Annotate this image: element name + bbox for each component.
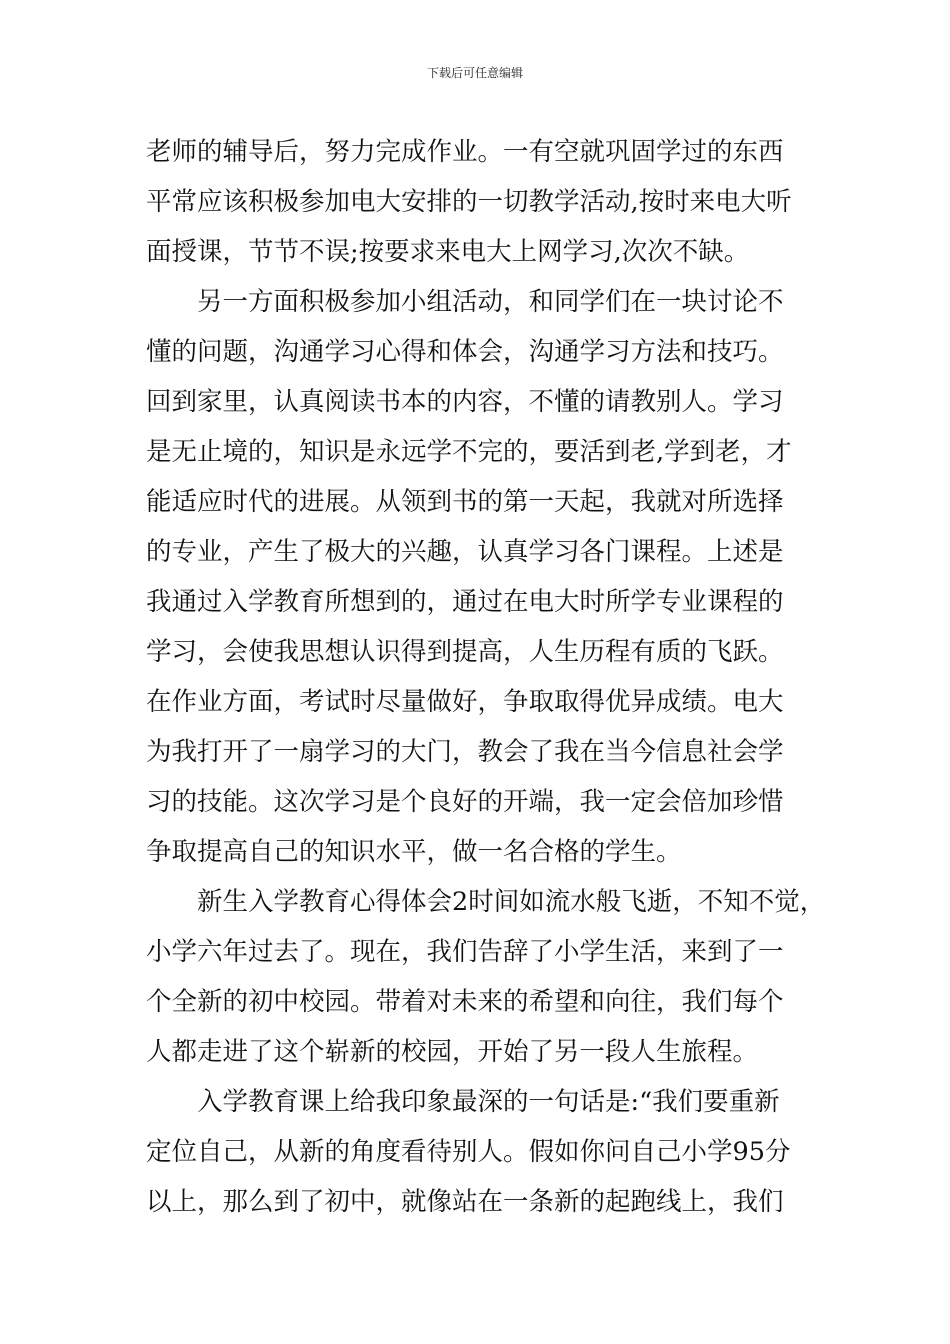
paragraph-first-line: 另一方面积极参加小组活动，和同学们在一块讨论不 [197, 287, 784, 317]
page-header: 下载后可任意编辑 [426, 66, 523, 80]
text-line: 能适应时代的进展。从领到书的第一天起，我就对所选择 [146, 487, 784, 517]
text-line: 学习，会使我思想认识得到提高，人生历程有质的飞跃。 [146, 637, 784, 667]
text-line: 以上，那么到了初中，就像站在一条新的起跑线上，我们 [146, 1187, 784, 1217]
text-line: 人都走进了这个崭新的校园，开始了另一段人生旅程。 [146, 1037, 759, 1067]
paragraph-first-line: 新生入学教育心得体会2时间如流水般飞逝，不知不觉， [197, 887, 826, 917]
text-line: 是无止境的，知识是永远学不完的，要活到老,学到老，才 [146, 437, 792, 467]
text-line: 为我打开了一扇学习的大门，教会了我在当今信息社会学 [146, 737, 784, 767]
text-line: 定位自己，从新的角度看待别人。假如你问自己小学95分 [146, 1137, 791, 1167]
text-line: 习的技能。这次学习是个良好的开端，我一定会倍加珍惜 [146, 787, 784, 817]
text-line: 我通过入学教育所想到的，通过在电大时所学专业课程的 [146, 587, 784, 617]
text-line: 争取提高自己的知识水平，做一名合格的学生。 [146, 837, 682, 867]
text-line: 平常应该积极参加电大安排的一切教学活动,按时来电大听 [146, 187, 792, 217]
text-line: 个全新的初中校园。带着对未来的希望和向往，我们每个 [146, 987, 784, 1017]
text-line: 的专业，产生了极大的兴趣，认真学习各门课程。上述是 [146, 537, 784, 567]
text-line: 懂的问题，沟通学习心得和体会，沟通学习方法和技巧。 [146, 337, 784, 367]
text-line: 老师的辅导后，努力完成作业。一有空就巩固学过的东西 [146, 137, 784, 167]
text-line: 面授课，节节不误;按要求来电大上网学习,次次不缺。 [146, 237, 750, 267]
text-line: 回到家里，认真阅读书本的内容，不懂的请教别人。学习 [146, 387, 784, 417]
paragraph-first-line: 入学教育课上给我印象最深的一句话是:“我们要重新 [197, 1087, 780, 1117]
text-line: 在作业方面，考试时尽量做好，争取取得优异成绩。电大 [146, 687, 784, 717]
text-line: 小学六年过去了。现在，我们告辞了小学生活，来到了一 [146, 937, 784, 967]
document-body [146, 127, 826, 1227]
